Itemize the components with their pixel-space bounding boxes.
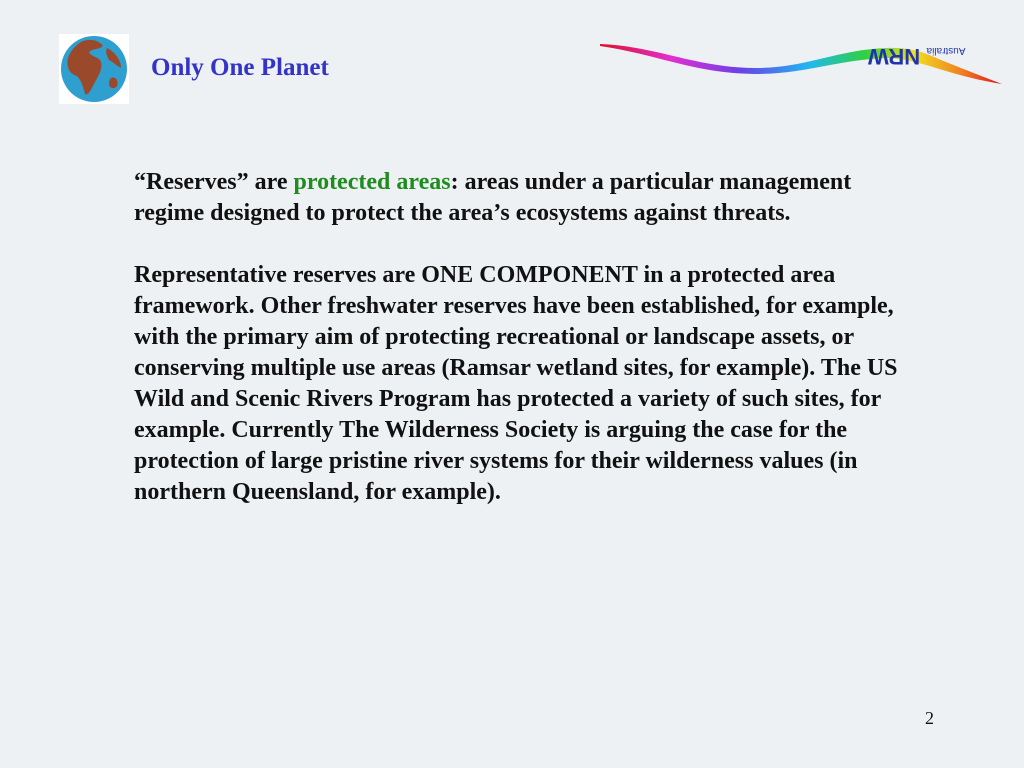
nrw-banner-text: NRW (867, 44, 921, 69)
nrw-banner-subtext: Australia (926, 45, 966, 56)
slide-body (134, 167, 904, 508)
page-number: 2 (925, 708, 934, 728)
definition-intro: “Reserves” are (134, 169, 294, 195)
protected-areas-highlight: protected areas (293, 169, 451, 195)
page-title: Only One Planet (151, 54, 329, 81)
nrw-rainbow-logo (596, 38, 1004, 90)
definition-paragraph (134, 167, 904, 229)
representative-reserves-paragraph: Representative reserves are ONE COMPONENT in a protected area framework. Other freshwater reserves have been established, for example, with the primary aim of protecting recreational or landscape assets, or conserving multiple use areas (Ramsar wetland sites, for example). The US Wild and Scenic Rivers Program has protected a variety of such sites, for example. Currently The Wilderness Society is arguing the case for the protection of large pristine river systems for their wilderness values (in northern Queensland, for example). (134, 262, 898, 505)
definition-rest: : areas under a particular management regime designed to protect the area’s ecosystems against threats. (134, 169, 852, 226)
globe-logo-icon (59, 34, 129, 104)
